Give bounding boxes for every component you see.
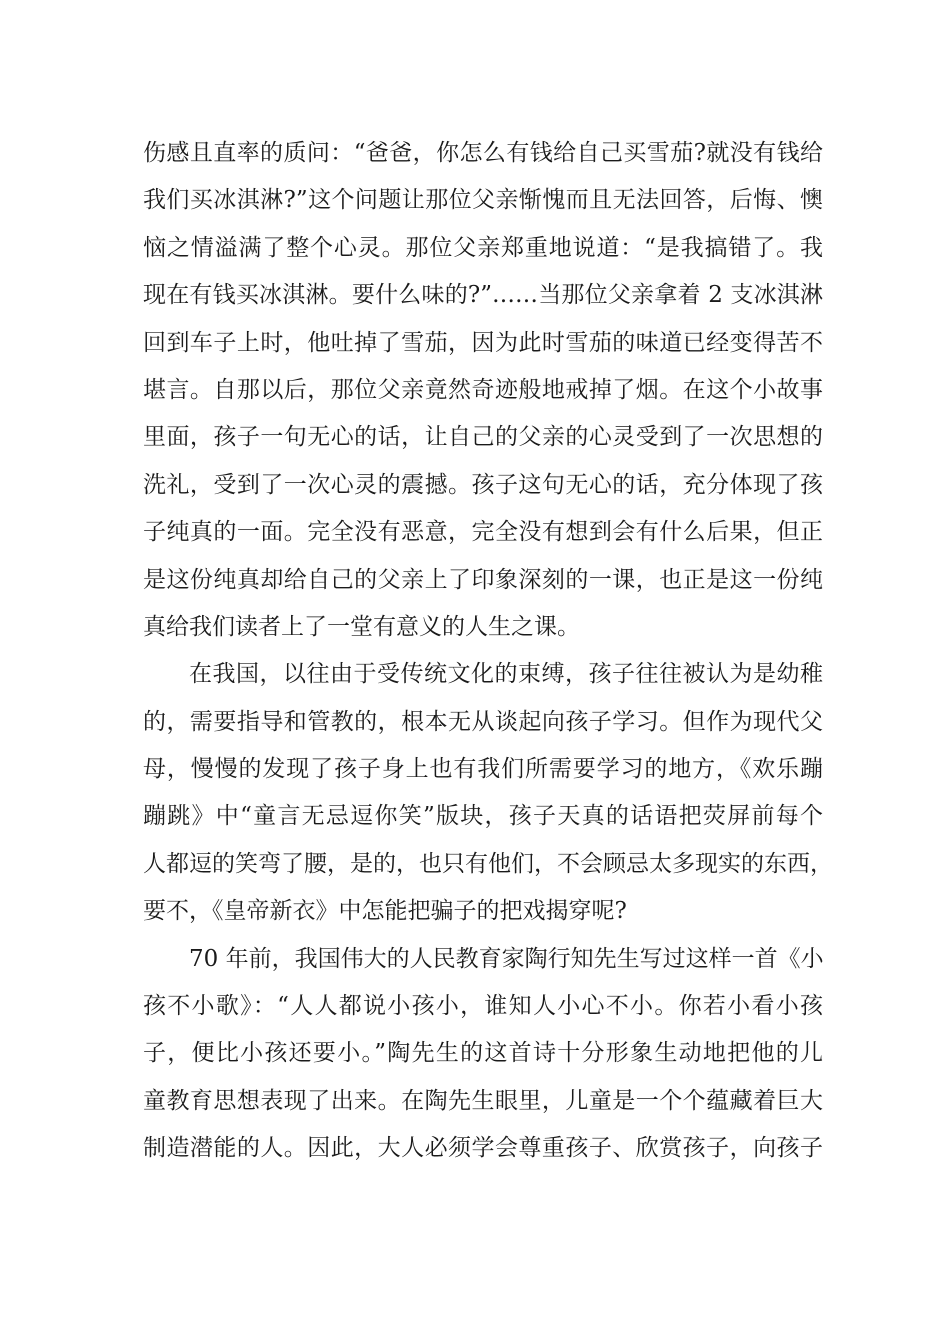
- paragraph-tao-xingzhi: [143, 936, 823, 1173]
- paragraph-traditional-culture: [143, 651, 833, 935]
- text-line: 制造潜能的人。因此，大人必须学会尊重孩子、欣赏孩子，向孩子: [143, 1135, 823, 1162]
- text-line: 人都逗的笑弯了腰，是的，也只有他们，不会顾忌太多现实的东西，: [143, 850, 833, 877]
- text-line: 70 年前，我国伟大的人民教育家陶行知先生写过这样一首《小: [189, 945, 824, 972]
- text-line: 洗礼，受到了一次心灵的震撼。孩子这句无心的话，充分体现了孩: [143, 471, 823, 498]
- text-line: 现在有钱买冰淇淋。要什么味的?”……当那位父亲拿着 2 支冰淇淋: [143, 282, 823, 309]
- text-line: 的，需要指导和管教的，根本无从谈起向孩子学习。但作为现代父: [143, 708, 823, 735]
- text-line: 子，便比小孩还要小。”陶先生的这首诗十分形象生动地把他的儿: [143, 1040, 823, 1067]
- text-line: 堪言。自那以后，那位父亲竟然奇迹般地戒掉了烟。在这个小故事: [143, 376, 823, 403]
- text-line: 是这份纯真却给自己的父亲上了印象深刻的一课，也正是这一份纯: [143, 566, 823, 593]
- text-line: 子纯真的一面。完全没有恶意，完全没有想到会有什么后果，但正: [143, 519, 823, 546]
- text-line: 蹦跳》中“童言无忌逗你笑”版块，孩子天真的话语把荧屏前每个: [143, 803, 823, 830]
- text-line: 要不，《皇帝新衣》中怎能把骗子的把戏揭穿呢?: [143, 898, 627, 925]
- text-line: 里面，孩子一句无心的话，让自己的父亲的心灵受到了一次思想的: [143, 424, 823, 451]
- text-line: 伤感且直率的质问：“爸爸，你怎么有钱给自己买雪茄?就没有钱给: [143, 140, 823, 166]
- paragraph-cigar-story: [143, 130, 823, 651]
- text-line: 恼之情溢满了整个心灵。那位父亲郑重地说道：“是我搞错了。我: [143, 234, 823, 261]
- text-line: 回到车子上时，他吐掉了雪茄，因为此时雪茄的味道已经变得苦不: [143, 329, 823, 356]
- text-line: 我们买冰淇淋?”这个问题让那位父亲惭愧而且无法回答，后悔、懊: [143, 187, 823, 214]
- text-line: 真给我们读者上了一堂有意义的人生之课。: [143, 613, 580, 640]
- text-line: 童教育思想表现了出来。在陶先生眼里，儿童是一个个蕴藏着巨大: [143, 1087, 823, 1114]
- text-line: 母，慢慢的发现了孩子身上也有我们所需要学习的地方，《欢乐蹦: [143, 756, 823, 783]
- text-line: 在我国，以往由于受传统文化的束缚，孩子往往被认为是幼稚: [189, 661, 823, 688]
- document-body: [143, 130, 833, 1173]
- text-line: 孩不小歌》：“人人都说小孩小，谁知人小心不小。你若小看小孩: [143, 993, 823, 1020]
